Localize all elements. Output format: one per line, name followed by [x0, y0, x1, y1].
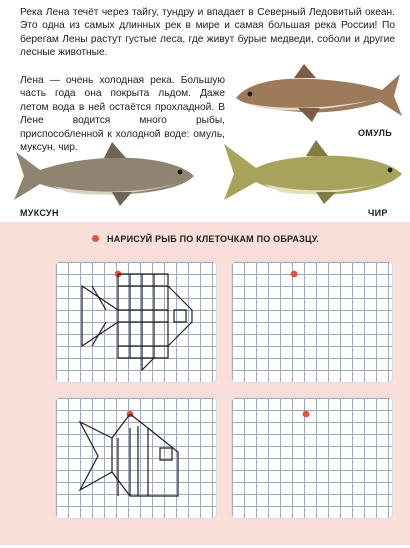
task-instruction	[92, 234, 319, 244]
sample-fish-1-drawing	[56, 262, 216, 382]
chir-caption: ЧИР	[368, 208, 388, 218]
muksun-caption: МУКСУН	[20, 208, 59, 218]
chir-fish-illustration	[220, 140, 406, 206]
task-instruction-text: НАРИСУЙ РЫБ ПО КЛЕТОЧКАМ ПО ОБРАЗЦУ.	[107, 234, 320, 244]
start-dot-icon	[291, 271, 298, 278]
intro-paragraph: Река Лена течёт через тайгу, тундру и впадает в Северный Ледовитый океан. Это одна из самых длинных рек в мире и самая большая река России! По берегам Лены растут густые леса, где живут бурые медведи, соболи и другие лесные животные.	[20, 7, 395, 59]
drawing-grid-1-marker	[232, 262, 392, 382]
drawing-grid-2-marker	[232, 398, 392, 518]
cold-river-paragraph: Лена — очень холодная река. Большую часть года она покрыта льдом. Даже летом вода в ней остаётся прохладной. В Лене водится много рыбы, приспособленной к холодной воде: омуль, муксун, чир.	[20, 75, 225, 154]
omul-caption: ОМУЛЬ	[358, 128, 393, 138]
omul-fish-illustration	[232, 60, 404, 128]
start-dot-icon	[303, 411, 310, 418]
muksun-fish-illustration	[12, 140, 198, 208]
sample-fish-2-drawing	[56, 398, 216, 518]
task-bullet-icon	[92, 235, 99, 242]
scalloped-edge	[0, 228, 8, 548]
